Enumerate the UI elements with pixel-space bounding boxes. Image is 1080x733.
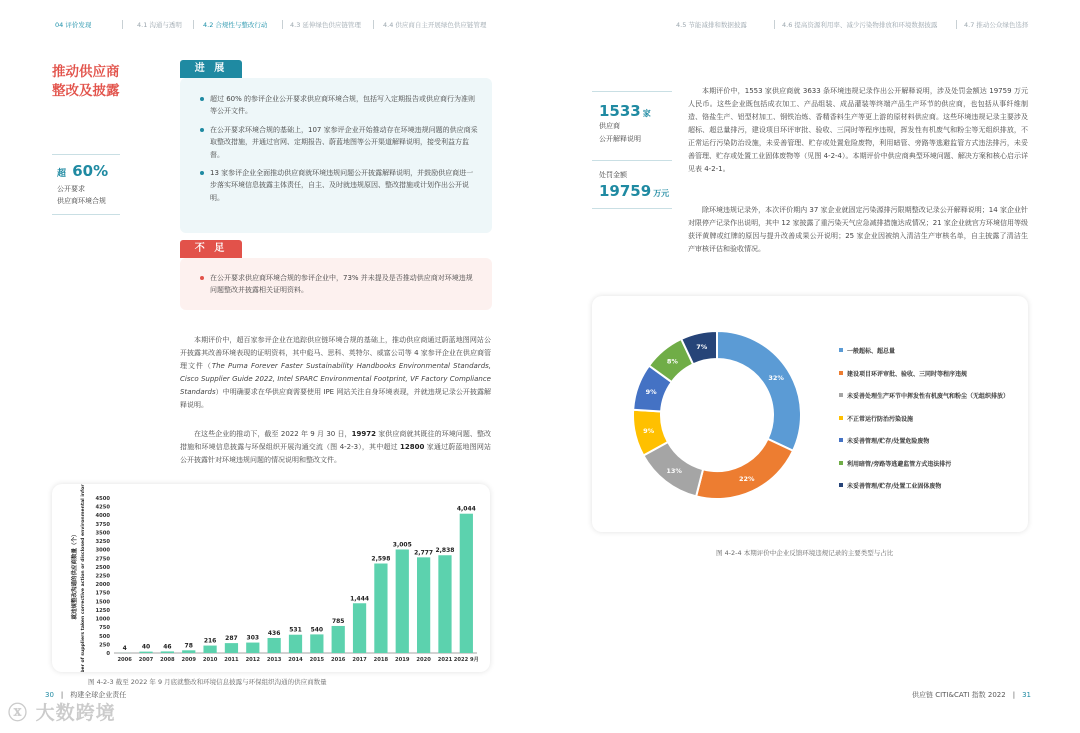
bar-value-label: 531 bbox=[289, 626, 302, 634]
y-tick-label: 2250 bbox=[95, 573, 110, 580]
nav-item-4-1[interactable]: 4.1 沟通与透明 bbox=[137, 21, 182, 29]
legend-label: 不正常运行防治污染设施 bbox=[847, 415, 914, 423]
legend-swatch bbox=[839, 371, 843, 375]
bar-value-label: 216 bbox=[203, 637, 217, 645]
x-category-label: 2022 9月 bbox=[453, 657, 479, 663]
legend-label: 利用暗管/旁路等逃避监管方式违法排污 bbox=[847, 460, 952, 468]
donut-slice-label: 7% bbox=[696, 343, 708, 352]
y-axis-label-cn: 就违规整改沟通的供应商数量（个） bbox=[72, 531, 78, 620]
shortfall-tag: 不 足 bbox=[180, 240, 242, 258]
x-category-label: 2018 bbox=[373, 657, 389, 663]
y-tick-label: 0 bbox=[106, 651, 110, 657]
bar bbox=[225, 643, 238, 653]
shortfall-box bbox=[180, 258, 492, 310]
x-category-label: 2012 bbox=[245, 657, 261, 663]
legend-label: 未妥善管理/贮存/处置危险废物 bbox=[847, 438, 930, 445]
footer-left: 30 | 构建全球企业责任 bbox=[45, 691, 127, 699]
legend-swatch bbox=[839, 393, 843, 397]
bar-value-label: 540 bbox=[310, 626, 324, 634]
stat-19759: 处罚金额 19759 万元 bbox=[599, 171, 670, 200]
y-tick-label: 3500 bbox=[95, 530, 110, 537]
donut-slice-label: 9% bbox=[643, 426, 655, 435]
progress-item: 超过 60% 的参评企业公开要求供应商环境合规，包括写入定期报告或供应商行为准则等公开文件。 bbox=[200, 93, 478, 118]
x-category-label: 2014 bbox=[288, 657, 303, 663]
donut-slice bbox=[717, 331, 801, 451]
y-tick-label: 4250 bbox=[95, 504, 110, 511]
x-category-label: 2019 bbox=[395, 657, 410, 663]
bar bbox=[438, 555, 451, 653]
divider bbox=[52, 214, 120, 215]
bar-value-label: 287 bbox=[225, 635, 238, 643]
bar bbox=[417, 557, 430, 653]
progress-item: 在公开要求环境合规的基础上，107 家参评企业开始推动存在环境违规问题的供应商采取整改措施，并通过官网、定期报告、蔚蓝地图等公开渠道解释说明，接受利益方监督。 bbox=[200, 124, 478, 161]
nav-item-4-5[interactable]: 4.5 节能减排和数据披露 bbox=[676, 21, 747, 29]
bar-value-label: 78 bbox=[184, 642, 193, 650]
y-tick-label: 750 bbox=[99, 625, 110, 632]
y-tick-label: 1750 bbox=[95, 590, 110, 597]
y-tick-label: 1000 bbox=[95, 616, 110, 623]
bar-value-label: 2,838 bbox=[435, 547, 455, 555]
bar bbox=[268, 638, 281, 653]
y-tick-label: 500 bbox=[99, 633, 110, 640]
stat-60-percent: 超 60% 公开要求 供应商环境合规 bbox=[57, 162, 109, 205]
y-tick-label: 4000 bbox=[95, 513, 110, 520]
bar bbox=[460, 514, 473, 653]
divider bbox=[52, 154, 120, 155]
x-category-label: 2009 bbox=[181, 657, 196, 663]
x-category-label: 2010 bbox=[202, 657, 218, 663]
legend-item bbox=[839, 414, 1009, 437]
bar-value-label: 2,598 bbox=[371, 555, 391, 563]
x-category-label: 2008 bbox=[160, 657, 175, 663]
bar bbox=[353, 603, 366, 653]
x-category-label: 2013 bbox=[266, 657, 282, 663]
bar bbox=[396, 549, 409, 653]
progress-item: 13 家参评企业全面推动供应商就环境违规问题公开披露解释说明，并鼓励供应商进一步落实环境信息披露主体责任，自主、及时就违规原因、整改措施或计划作出公开说明。 bbox=[200, 167, 478, 204]
footer-right: 供应链 CITI&CATI 指数 2022 | 31 bbox=[912, 691, 1031, 699]
y-tick-label: 2500 bbox=[95, 564, 110, 571]
legend-label: 建设项目环评审批、验收、三同时等程序违规 bbox=[847, 370, 968, 378]
top-navigation bbox=[0, 0, 1080, 40]
legend-item bbox=[839, 481, 1009, 504]
y-tick-label: 1250 bbox=[95, 607, 110, 614]
x-category-label: 2015 bbox=[309, 657, 325, 663]
y-tick-label: 3250 bbox=[95, 539, 110, 546]
y-tick-label: 2750 bbox=[95, 556, 110, 563]
nav-item-4-2[interactable]: 4.2 合规性与整改行动 bbox=[203, 21, 268, 29]
donut-slice-label: 13% bbox=[666, 466, 682, 475]
y-tick-label: 4500 bbox=[95, 496, 110, 502]
x-category-label: 2016 bbox=[330, 657, 346, 663]
nav-item-4-7[interactable]: 4.7 推动公众绿色选择 bbox=[964, 21, 1029, 29]
bar bbox=[182, 650, 195, 653]
y-tick-label: 250 bbox=[99, 642, 110, 649]
bar-value-label: 303 bbox=[246, 634, 260, 642]
bar bbox=[332, 626, 345, 653]
bar bbox=[374, 564, 387, 653]
legend-item bbox=[839, 391, 1009, 414]
divider bbox=[592, 91, 672, 92]
donut-legend bbox=[839, 346, 1009, 504]
bar-value-label: 40 bbox=[141, 643, 151, 651]
nav-item-4-3[interactable]: 4.3 延伸绿色供应链管理 bbox=[290, 21, 361, 29]
bar-value-label: 4,044 bbox=[456, 505, 476, 513]
nav-item-4-6[interactable]: 4.6 提高资源利用率、减少污染物排放和环境数据披露 bbox=[782, 21, 938, 29]
left-paragraph-1: 本期评价中，超百家参评企业在追踪供应链环境合规的基础上，推动供应商通过蔚蓝地图网站公开披露其改善环境表现的证明资料，其中彪马、思科、英特尔、威富公司等 4 家参评企业在供应商管理文件（The Puma Forever Faster Sustainability Handbooks Environmental Standards, Cisco Supplier Guide 2022, Intel SPARC Environmental Footprint, VF Factory Compliance Standards）中明确要求在华供应商需要使用 IPE 网站关注自身环境表现，并就违规记录公开披露解释说明。 bbox=[180, 336, 492, 409]
legend-swatch bbox=[839, 461, 843, 465]
donut-slice-label: 9% bbox=[645, 387, 657, 396]
right-paragraph-1: 本期评价中，1553 家供应商就 3633 条环境违规记录作出公开解释说明，涉及处罚金额达 19759 万元人民币。这些企业既包括成衣加工、产品组装、成品灌装等终端产品生产环节的供应商，也包括从事纤维制造、铬盐生产、铝型材加工、钢铁冶炼、香精香料生产等更上游的原材料供应商。这些环境违规记录主要涉及超标、超总量排污，建设项目环评审批、验收、三同时等程序违规，挥发性有机废气和粉尘等无组织排放，不正常运行污染防治设施，未妥善管理、贮存或处置危险废物，利用暗管、旁路等逃避监管方式违法排污，未妥善管理、贮存或处置工业固体废物等（见图 4-2-4）。本期评价中供应商典型环境问题、解决方案和核心启示详见表 4-2-1。 bbox=[688, 87, 1028, 173]
bar-value-label: 785 bbox=[331, 617, 345, 625]
shortfall-item: 在公开要求供应商环境合规的参评企业中，73% 并未提及是否推动供应商对环境违规问题整改并披露相关证明资料。 bbox=[200, 272, 478, 297]
bar-value-label: 3,005 bbox=[392, 541, 412, 549]
legend-swatch bbox=[839, 416, 843, 420]
x-category-label: 2006 bbox=[117, 657, 132, 663]
x-category-label: 2021 bbox=[437, 657, 453, 663]
left-paragraph-2: 在这些企业的推动下，截至 2022 年 9 月 30 日，19972 家供应商就其既往的环境问题、整改措施和环境信息披露与环保组织开展沟通交流（图 4-2-3），其中超过 12800 家通过蔚蓝地图网站公开披露针对环境违规问题的情况说明和整改文件。 bbox=[180, 430, 491, 464]
legend-swatch bbox=[839, 483, 843, 487]
y-axis-label-en: Number of suppliers taken corrective action or disclosed environmental information bbox=[81, 484, 86, 672]
bar bbox=[203, 646, 216, 653]
legend-item bbox=[839, 459, 1009, 482]
x-category-label: 2007 bbox=[138, 657, 154, 663]
x-category-label: 2020 bbox=[416, 657, 431, 663]
x-category-label: 2017 bbox=[352, 657, 367, 663]
y-tick-label: 1500 bbox=[95, 599, 110, 606]
donut-slice-label: 32% bbox=[768, 373, 784, 382]
bar bbox=[246, 643, 259, 653]
bar-chart-caption: 图 4-2-3 截至 2022 年 9 月底就整改和环境信息披露与环保组织沟通的供应商数量 bbox=[88, 678, 327, 686]
divider bbox=[592, 160, 672, 161]
legend-label: 未妥善处理生产环节中挥发性有机废气和粉尘（无组织排放） bbox=[847, 393, 1010, 400]
nav-item-4-4[interactable]: 4.4 供应商自主开展绿色供应链管理 bbox=[383, 21, 487, 29]
bar bbox=[161, 651, 174, 653]
watermark-logo: ⓧ 大数跨境 bbox=[8, 702, 116, 724]
divider bbox=[592, 208, 672, 209]
legend-label: 一般超标、超总量 bbox=[847, 348, 896, 355]
donut-chart-caption: 图 4-2-4 本期评价中企业反馈环境违规记录的主要类型与占比 bbox=[716, 549, 894, 557]
donut-chart-card bbox=[592, 296, 1028, 532]
bar bbox=[289, 635, 302, 653]
bar-value-label: 436 bbox=[267, 629, 281, 637]
donut-chart bbox=[592, 296, 832, 532]
donut-slice-label: 22% bbox=[739, 474, 755, 483]
bar-chart bbox=[52, 484, 490, 672]
donut-slice bbox=[696, 439, 793, 499]
bar-value-label: 46 bbox=[163, 643, 172, 651]
bar bbox=[310, 634, 323, 653]
legend-item bbox=[839, 436, 1009, 459]
y-tick-label: 3750 bbox=[95, 521, 110, 528]
legend-item bbox=[839, 346, 1009, 369]
legend-label: 未妥善管理/贮存/处置工业固体废物 bbox=[847, 483, 942, 490]
y-tick-label: 3000 bbox=[95, 547, 110, 554]
legend-swatch bbox=[839, 438, 843, 442]
legend-item bbox=[839, 369, 1009, 392]
bar-value-label: 4 bbox=[122, 644, 127, 652]
right-paragraph-2: 除环境违规记录外，本次评价期内 37 家企业就固定污染源排污限期整改记录公开解释说明；14 家企业针对限停产记录作出说明，其中 12 家披露了重污染天气应急减排措施达成情况；21 家企业就官方环境信用等级获评黄牌或红牌的原因与提升改善成果公开说明；25 家企业因被纳入清洁生产审核名单，自主披露了清洁生产审核评估和验收情况。 bbox=[688, 206, 1028, 253]
progress-box bbox=[180, 78, 492, 233]
x-category-label: 2011 bbox=[224, 657, 239, 663]
nav-section-title[interactable]: 04 评价发现 bbox=[55, 21, 92, 29]
stat-1533: 1533 家 供应商 公开解释说明 bbox=[599, 102, 651, 143]
section-title: 推动供应商 整改及披露 bbox=[52, 64, 120, 99]
progress-tag: 进 展 bbox=[180, 60, 242, 78]
donut-slice-label: 8% bbox=[666, 357, 678, 366]
bar bbox=[139, 652, 152, 653]
bar-value-label: 2,777 bbox=[414, 549, 434, 557]
legend-swatch bbox=[839, 348, 843, 352]
y-tick-label: 2000 bbox=[95, 582, 110, 589]
bar-value-label: 1,444 bbox=[350, 595, 370, 603]
bar-chart-card bbox=[52, 484, 490, 672]
